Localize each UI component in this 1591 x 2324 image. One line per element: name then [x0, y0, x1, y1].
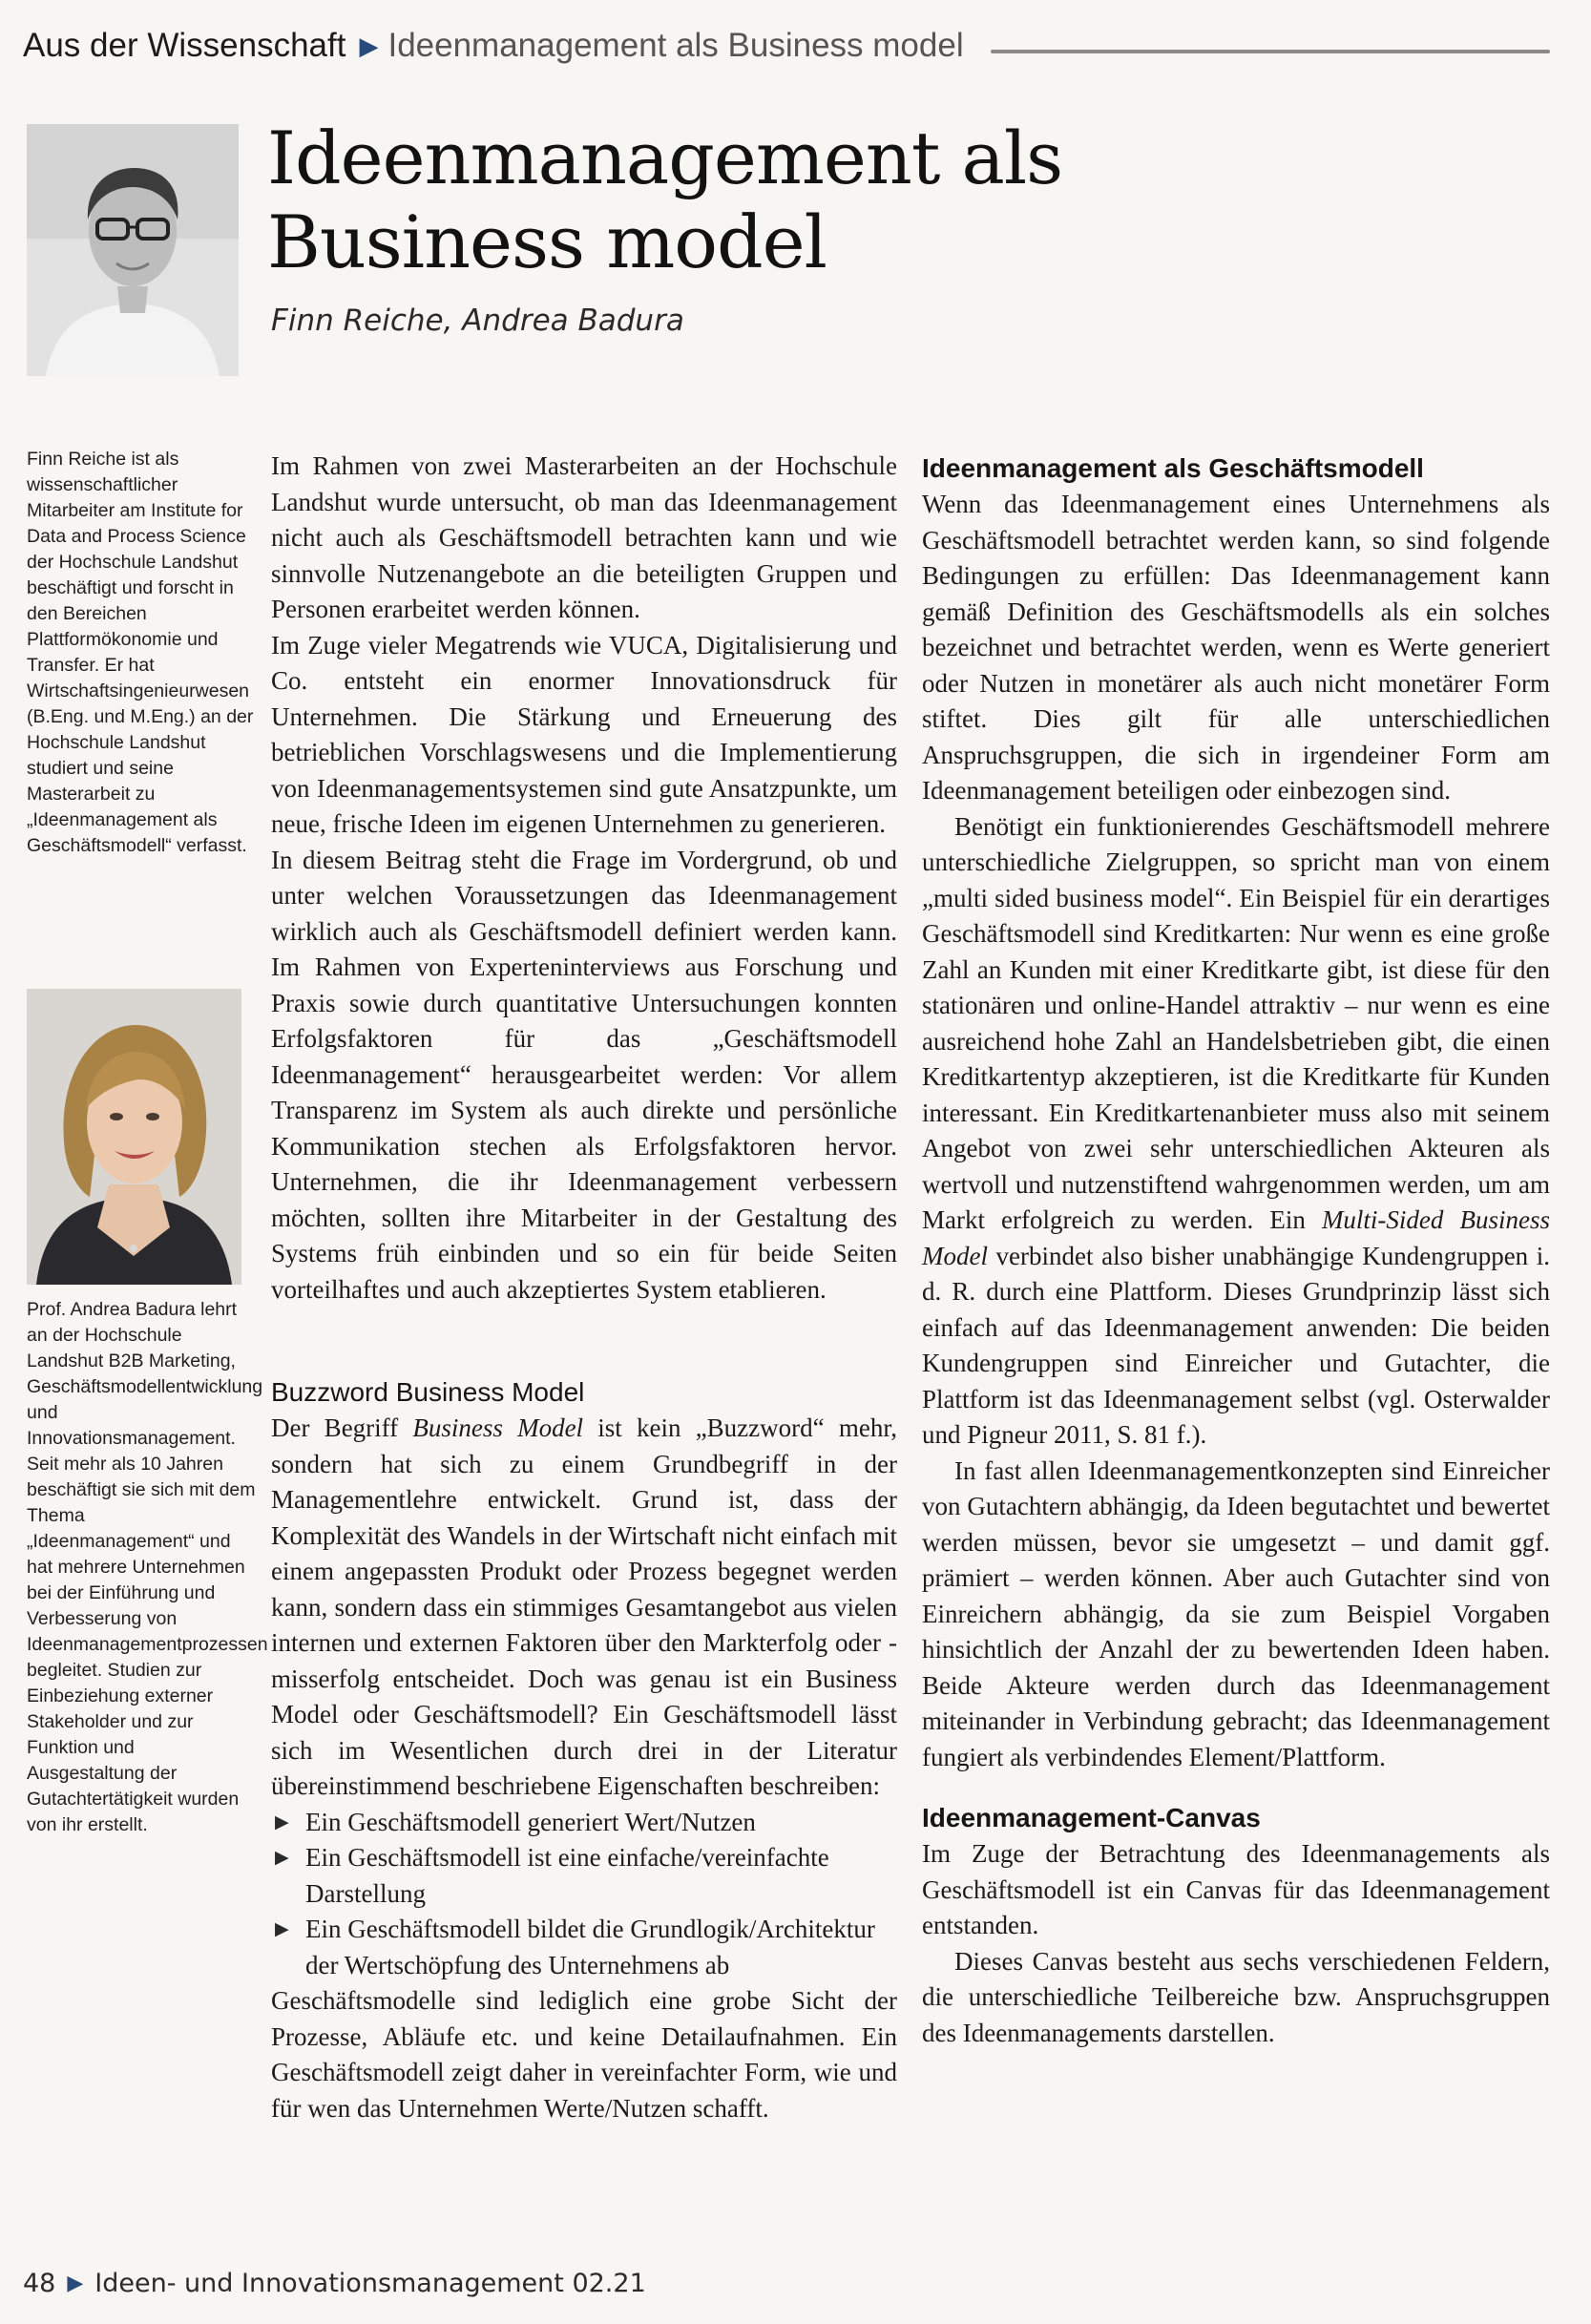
main-column-right — [922, 450, 1550, 2051]
journal-name: Ideen- und Innovationsmanagement 02.21 — [94, 2268, 646, 2298]
canvas-paragraph-1: Im Zuge der Betrachtung des Ideenmanagements als Geschäftsmodell ist ein Canvas für das Ideenmanagement entstanden. — [922, 1839, 1550, 1939]
list-item — [271, 1805, 897, 1841]
section-spacer — [922, 1775, 1550, 1800]
bio-reiche-text: Finn Reiche ist als wissenschaftlicher Mitarbeiter am Institute for Data and Process Science der Hochschule Landshut beschäftigt und forscht in den Bereichen Plattformökonomie und Transfer. Er hat Wirtschaftsingenieurwesen (B.Eng. und M.Eng.) an der Hochschule Landshut studiert und seine Masterarbeit zu „Ideenmanagement als Geschäftsmodell“ verfasst. — [27, 449, 254, 856]
main-column-left — [271, 449, 897, 2126]
header-section: Aus der Wissenschaft — [23, 27, 346, 64]
article-title-line2: Business model — [267, 199, 827, 284]
heading-canvas: Ideenmanagement-Canvas — [922, 1803, 1261, 1832]
properties-list — [271, 1805, 897, 1984]
geschaeftsmodell-paragraph-2 — [922, 809, 1550, 1454]
heading-buzzword: Buzzword Business Model — [271, 1377, 585, 1407]
intro-paragraph-1: Im Rahmen von zwei Masterarbeiten an der Hochschule Landshut wurde untersucht, ob man das Ideenmanagement nicht auch als Geschäftsmodell betrachten kann und wie sinnvolle Nutzenangebote an die beteiligten Gruppen und Personen erarbeitet werden können. — [271, 451, 897, 623]
running-header — [23, 17, 1550, 74]
g-p2-post: verbindet also bisher unabhängige Kundengruppen i. d. R. durch eine Plattform. Dieses Grundprinzip lässt sich einfach auf das Ideenmanagement anwenden: Die beiden Kundengruppen sind Einreicher und Gutachter, die Plattform ist das Ideenmanagement selbst (vgl. Osterwalder und Pigneur 2011, S. 81 f.). — [922, 1241, 1550, 1449]
buzzword-paragraph-1 — [271, 1411, 897, 1805]
article-title-line1: Ideenmanagement als — [267, 115, 1063, 200]
author-photo-badura — [27, 989, 241, 1285]
page-footer — [23, 2264, 646, 2302]
author-photo-reiche — [27, 124, 239, 376]
g-p2-em: Multi-Sided Business Model — [922, 1205, 1550, 1270]
list-item-text: Ein Geschäftsmodell bildet die Grundlogik/Architektur der Wertschöpfung des Unternehmens ab — [305, 1915, 875, 1979]
heading-geschaeftsmodell: Ideenmanagement als Geschäftsmodell — [922, 453, 1424, 483]
buzzword-p1-post: ist kein „Buzzword“ mehr, sondern hat sich zu einem Grundbegriff in der Managementlehre entwickelt. Grund ist, dass der Komplexität des Wandels in der Wirtschaft nicht einfach mit einem angepassten Produkt oder Prozess begegnet werden kann, sondern dass ein stimmiges Gesamtangebot aus vielen internen und externen Faktoren über den Markterfolg oder -misserfolg entscheidet. Doch was genau ist ein Business Model oder Geschäftsmodell? Ein Geschäftsmodell lässt sich im Wesentlichen durch drei in der Literatur übereinstimmend beschriebene Eigenschaften beschreiben: — [271, 1413, 897, 1800]
buzzword-p1-pre: Der Begriff — [271, 1413, 413, 1442]
list-item — [271, 1840, 897, 1912]
header-topic: Ideenmanagement als Business model — [387, 27, 964, 64]
geschaeftsmodell-paragraph-3: In fast allen Ideenmanagementkonzepten sind Einreicher von Gutachtern abhängig, da Ideen begutachtet und bewertet werden müssen, bevor sie umgesetzt – und damit ggf. prämiert – werden können. Aber auch Gutachter sind von Einreichern abhängig, da sie zum Beispiel Vorgaben hinsichtlich der Anzahl der zu bewertenden Ideen haben. Beide Akteure werden durch das Ideenmanagement miteinander in Verbindung gebracht; das Ideenmanagement fungiert als verbindendes Element/Plattform. — [922, 1455, 1550, 1771]
bullet-icon: ▶ — [275, 1811, 289, 1832]
canvas-paragraph-2: Dieses Canvas besteht aus sechs verschiedenen Feldern, die unterschiedliche Teilbereiche bzw. Anspruchsgruppen des Ideenmanagements darstellen. — [922, 1946, 1550, 2047]
list-item-text: Ein Geschäftsmodell ist eine einfache/vereinfachte Darstellung — [305, 1843, 829, 1908]
geschaeftsmodell-paragraph-1: Wenn das Ideenmanagement eines Unternehmens als Geschäftsmodell betrachtet werden kann, so sind folgende Bedingungen zu erfüllen: Das Ideenmanagement kann gemäß Definition des Geschäftsmodells als ein solches bezeichnet und betrachtet werden, wenn es Werte generiert oder Nutzen in monetärer als auch nicht monetärer Form stiftet. Dies gilt für alle unterschiedlichen Anspruchsgruppen, die sich in irgendeiner Form am Ideenmanagement beteiligen oder einbezogen sind. — [922, 490, 1550, 805]
article-authors: Finn Reiche, Andrea Badura — [271, 304, 684, 338]
bio-badura — [27, 1297, 268, 1838]
bio-reiche — [27, 447, 256, 859]
section-spacer — [271, 1308, 897, 1374]
g-p2-pre: Benötigt ein funktionierendes Geschäftsmodell mehrere unterschiedliche Zielgruppen, so spricht man von einem „multi sided business model“. Ein Beispiel für ein derartiges Geschäftsmodell sind Kreditkarten: Nur wenn es eine große Zahl an Kunden mit einer Kreditkarte gibt, ist diese für den stationären und online-Handel attraktiv – nur wenn es eine ausreichend hohe Zahl an Handelsbetrieben gibt, die einen Kreditkartentyp akzeptieren, ist die Kreditkarte für Kunden interessant. Ein Kreditkartenanbieter muss also mit seinem Angebot von zwei sehr unterschiedlichen Akteuren als wertvoll und nutzenstiftend wahrgenommen werden, um am Markt erfolgreich zu werden. Ein — [922, 811, 1550, 1234]
header-arrow-icon: ▶ — [359, 31, 379, 60]
intro-paragraph-2: Im Zuge vieler Megatrends wie VUCA, Digitalisierung und Co. entsteht ein enormer Innovationsdruck für Unternehmen. Die Stärkung und Erneuerung des betrieblichen Vorschlagswesens und die Implementierung von Ideenmanagementsystemen sind gute Ansatzpunkte, um neue, frische Ideen im eigenen Unternehmen zu generieren. — [271, 630, 897, 838]
intro-paragraph-3: In diesem Beitrag steht die Frage im Vordergrund, ob und unter welchen Voraussetzungen das Ideenmanagement wirklich auch als Geschäftsmodell definiert werden kann. Im Rahmen von Experteninterviews aus Forschung und Praxis sowie durch quantitative Untersuchungen konnten Erfolgsfaktoren für das „Geschäftsmodell Ideenmanagement“ herausgearbeitet werden: Vor allem Transparenz im System als auch direkte und persönliche Kommunikation stechen als Erfolgsfaktoren hervor. Unternehmen, die ihr Ideenmanagement verbessern möchten, sollten ihre Mitarbeiter in der Gestaltung des Systems früh einbinden und so ein für beide Seiten vorteilhaftes und auch akzeptiertes System etablieren. — [271, 845, 897, 1304]
bullet-icon: ▶ — [275, 1847, 289, 1868]
bullet-icon: ▶ — [275, 1918, 289, 1939]
list-item-text: Ein Geschäftsmodell generiert Wert/Nutzen — [305, 1807, 756, 1836]
buzzword-paragraph-2: Geschäftsmodelle sind lediglich eine grobe Sicht der Prozesse, Abläufe etc. und keine Detailaufnahmen. Ein Geschäftsmodell zeigt daher in vereinfachter Form, wie und für wen das Unternehmen Werte/Nutzen schafft. — [271, 1986, 897, 2123]
header-rule — [991, 50, 1550, 53]
footer-arrow-icon: ▶ — [67, 2271, 84, 2295]
article-title — [267, 116, 1126, 284]
buzzword-p1-em: Business Model — [412, 1413, 584, 1442]
list-item — [271, 1912, 897, 1983]
bio-badura-text: Prof. Andrea Badura lehrt an der Hochschule Landshut B2B Marketing, Geschäftsmodellentwicklung und Innovationsmanagement. Seit mehr als 10 Jahren beschäftigt sie sich mit dem Thema „Ideenmanagement“ und hat mehrere Unternehmen bei der Einführung und Verbesserung von Ideenmanagementprozessen begleitet. Studien zur Einbeziehung externer Stakeholder und zur Funktion und Ausgestaltung der Gutachtertätigkeit wurden von ihr erstellt. — [27, 1299, 268, 1835]
page-number: 48 — [23, 2268, 56, 2298]
